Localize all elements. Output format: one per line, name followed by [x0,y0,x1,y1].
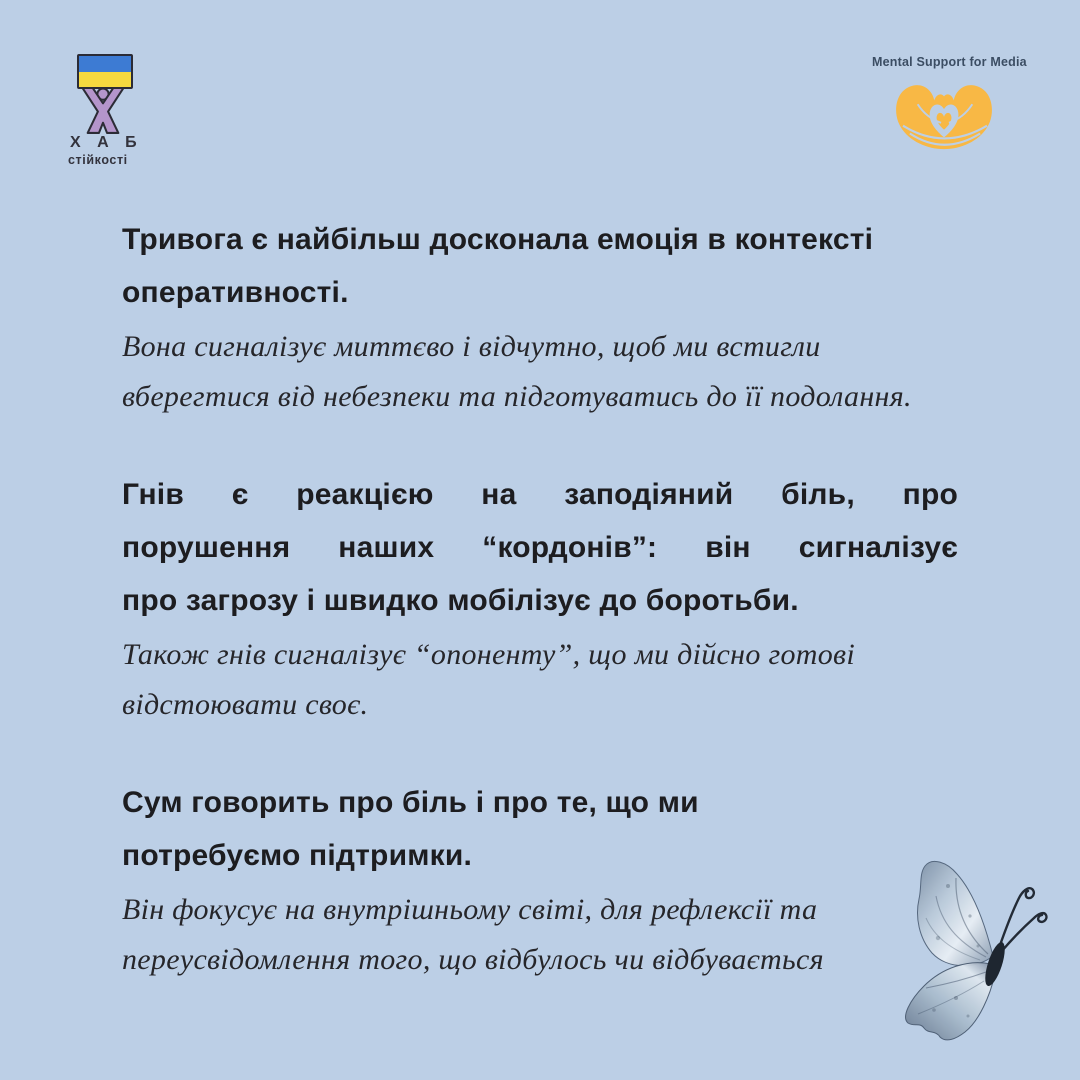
body-line: Вона сигналізує миттєво і відчутно, щоб ми встигли [122,330,821,363]
sadness-heading [122,776,958,882]
heading-line: Сум говорить про біль і про те, що ми [122,786,699,819]
hub-logo-subtitle: стійкості [68,153,128,167]
section-sadness [122,776,958,985]
hub-logo-title: Х А Б [70,134,143,151]
anxiety-body [122,322,958,422]
mental-support-for-media-logo [872,55,1027,165]
heading-line: Гнів є реакцією на заподіяний біль, про [122,478,958,511]
person-figure-icon [70,87,136,135]
body-line: Також гнів сигналізує “опоненту”, що ми дійсно готові [122,638,855,671]
hands-heart-icon [889,73,1001,155]
hub-stiikosti-logo [62,50,182,175]
anxiety-heading [122,213,958,319]
body-line: вберегтися від небезпеки та підготуватись до її подолання. [122,380,912,413]
section-anger [122,468,958,730]
heading-line: Тривога є найбільш досконала емоція в контексті [122,223,874,256]
ukraine-flag-icon [77,54,133,89]
heading-line: потребуємо підтримки. [122,839,472,872]
anger-body [122,630,958,730]
section-anxiety [122,213,958,422]
heading-line: оперативності. [122,276,349,309]
heading-line: про загрозу і швидко мобілізує до боротьби. [122,584,799,617]
flag-blue-stripe [79,56,131,72]
body-line: переусвідомлення того, що відбулось чи відбувається [122,943,824,976]
anger-heading [122,468,958,627]
butterfly-image [898,856,1050,1061]
text-content [122,213,958,985]
sadness-body [122,885,958,985]
body-line: відстоювати своє. [122,688,369,721]
msm-logo-title: Mental Support for Media [872,55,1027,69]
flag-yellow-stripe [79,72,131,88]
heading-line: порушення наших “кордонів”: він сигналізує [122,531,958,564]
body-line: Він фокусує на внутрішньому світі, для рефлексії та [122,893,818,926]
